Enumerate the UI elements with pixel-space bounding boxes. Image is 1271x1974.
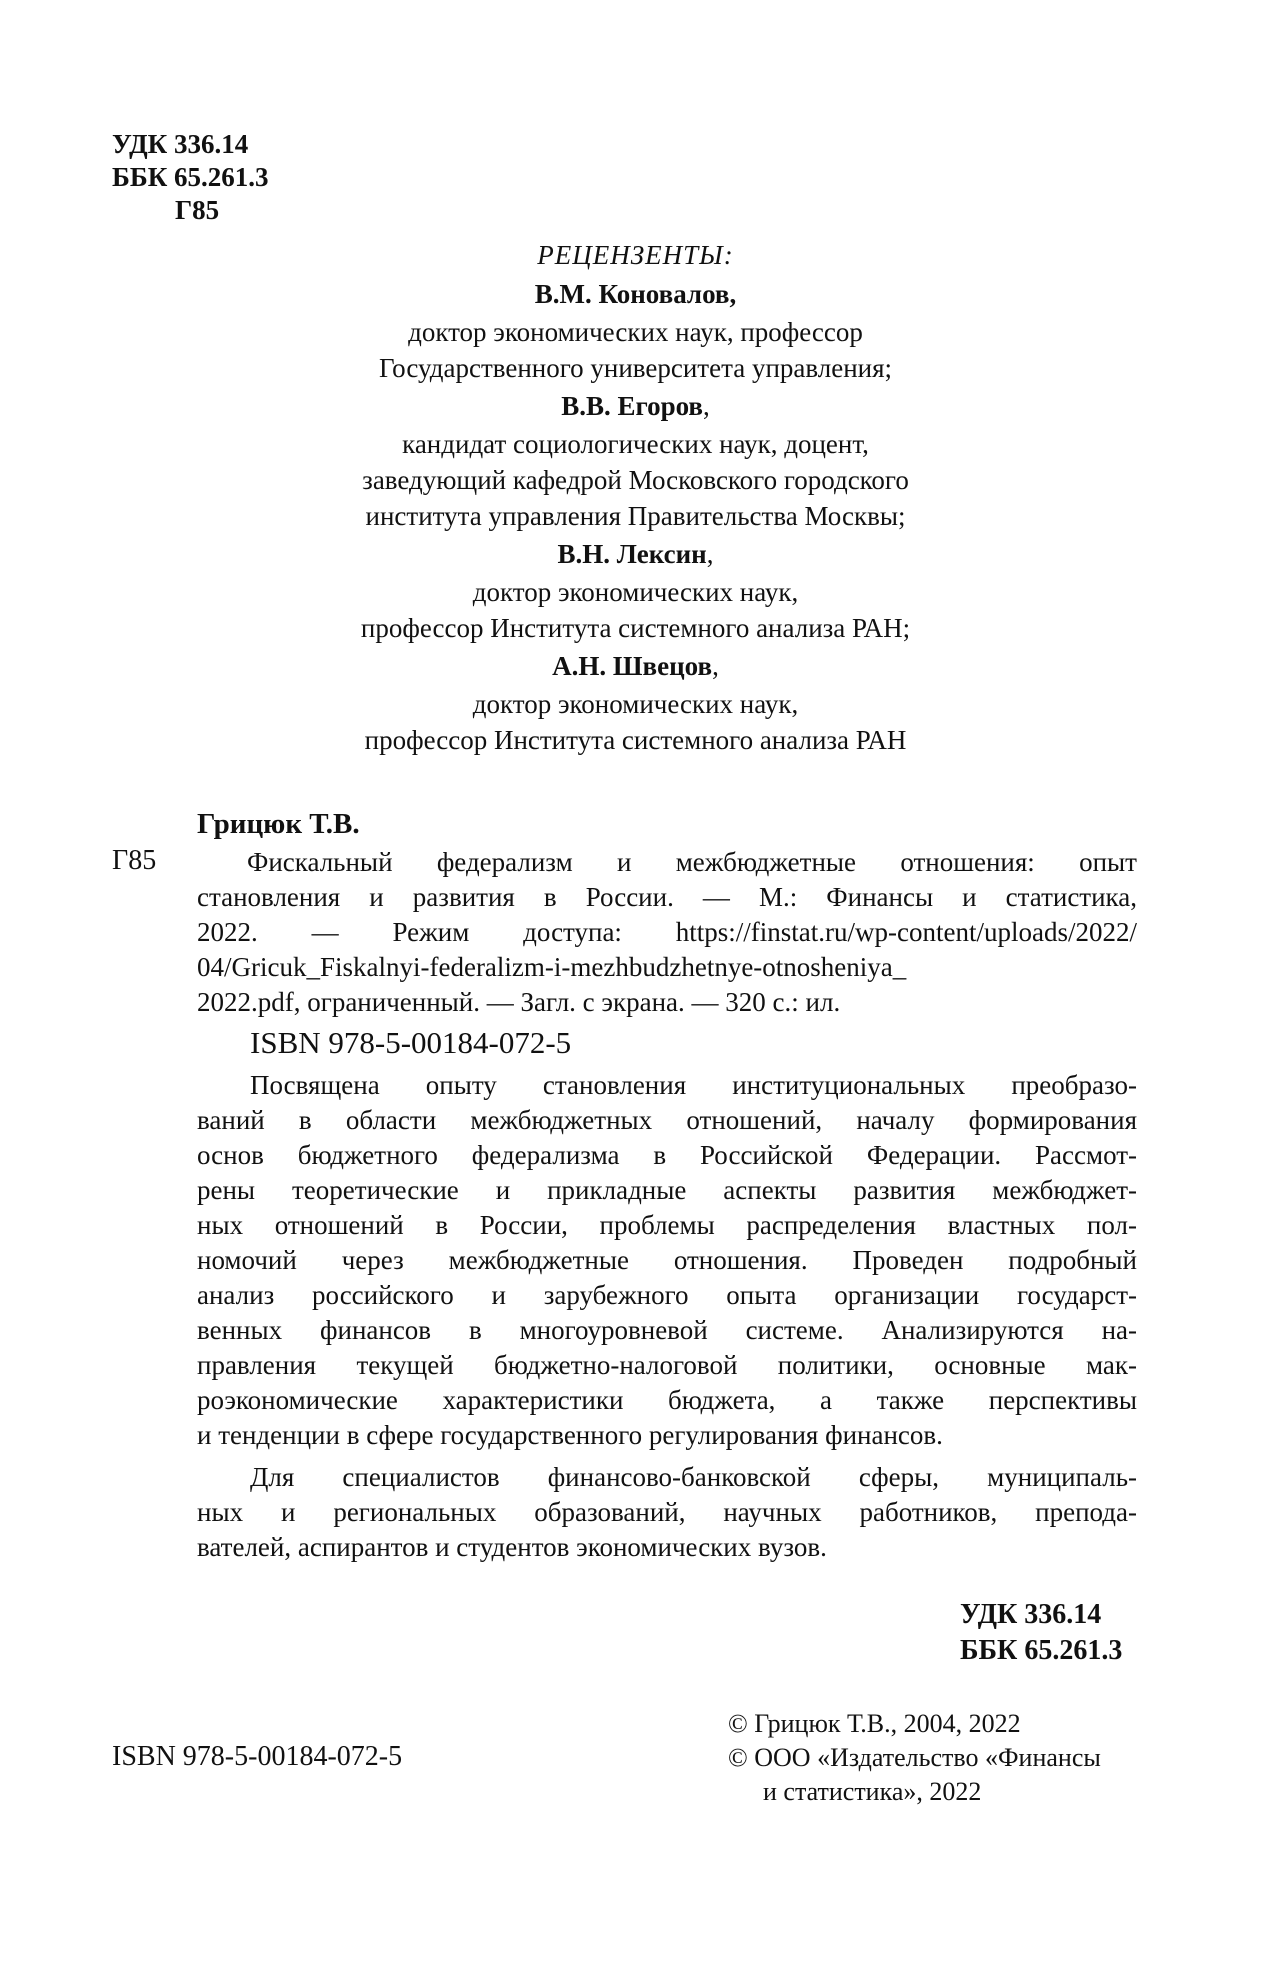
isbn-main: ISBN 978-5-00184-072-5 [250,1025,572,1060]
copyright-line: © ООО «Издательство «Финансы [728,1743,1101,1772]
annotation-line: ных отношений в России, проблемы распределения властных пол- [197,1210,1137,1240]
reviewer-3-line: доктор экономических наук, [472,577,799,607]
reviewer-2-heading [0,388,1271,424]
reviewer-4-comma: , [712,651,719,681]
annotation-line: и тенденции в сфере государственного регулирования финансов. [197,1420,943,1450]
reviewer-3-comma: , [706,539,714,569]
reviewer-3-name: В.Н. Лексин [557,539,707,569]
reviewer-4-heading [0,648,1271,684]
annotation-line: Посвящена опыту становления институциональных преобразо- [250,1070,1137,1100]
reviewer-2-comma: , [703,391,710,421]
author-heading: Грицюк Т.В. [197,808,360,840]
bib-line: Фискальный федерализм и межбюджетные отношения: опыт [247,847,1137,877]
annotation-line: роэкономические характеристики бюджета, а также перспективы [197,1385,1137,1415]
reviewer-2-line: института управления Правительства Москвы; [365,501,906,531]
copyright-line: © Грицюк Т.В., 2004, 2022 [728,1709,1021,1738]
audience [197,1460,1137,1565]
reviewer-4-line: доктор экономических наук, [472,689,799,719]
bib-line: 2022. — Режим доступа: https://finstat.ru/wp-content/uploads/2022/ [197,917,1137,947]
bib-line: становления и развития в России. — М.: Финансы и статистика, [197,882,1137,912]
reviewer-3-line: профессор Института системного анализа РАН; [360,613,911,643]
code-top: Г85 [175,195,220,225]
copyright-block [728,1707,1101,1809]
bib-line: 2022.pdf, ограниченный. — Загл. с экрана. — 320 с.: ил. [197,987,841,1017]
annotation [197,1068,1137,1453]
reviewer-1-line: Государственного университета управления; [378,353,893,383]
reviewer-2-line: заведующий кафедрой Московского городского [362,465,909,495]
reviewer-2-line: кандидат социологических наук, доцент, [402,429,869,459]
annotation-line: правления текущей бюджетно-налоговой политики, основные мак- [197,1350,1137,1380]
copyright-line: и статистика», 2022 [763,1777,982,1806]
reviewer-3-heading [0,536,1271,572]
reviewer-4-line: профессор Института системного анализа РАН [364,725,907,755]
reviewers-heading: РЕЦЕНЗЕНТЫ: [537,240,734,270]
annotation-line: ваний в области межбюджетных отношений, началу формирования [197,1105,1137,1135]
annotation-line: анализ российского и зарубежного опыта организации государст- [197,1280,1137,1310]
annotation-line: номочий через межбюджетные отношения. Проведен подробный [197,1245,1137,1275]
audience-line: Для специалистов финансово-банковской сферы, муниципаль- [250,1462,1137,1492]
side-code: Г85 [112,845,157,876]
audience-line: ных и региональных образований, научных работников, препода- [197,1497,1137,1527]
annotation-line: основ бюджетного федерализма в Российской Федерации. Рассмот- [197,1140,1137,1170]
reviewer-2-name: В.В. Егоров [561,391,704,421]
udk-bottom: УДК 336.14 [960,1599,1102,1630]
udk-top: УДК 336.14 [112,129,249,159]
bbk-bottom: ББК 65.261.3 [960,1635,1123,1666]
annotation-line: венных финансов в многоуровневой системе. Анализируются на- [197,1315,1137,1345]
bbk-top: ББК 65.261.3 [112,162,269,192]
annotation-line: рены теоретические и прикладные аспекты развития межбюджет- [197,1175,1137,1205]
reviewer-1-name: В.М. Коновалов, [534,279,737,309]
bib-line: 04/Gricuk_Fiskalnyi-federalizm-i-mezhbudzhetnye-otnosheniya_ [197,952,907,982]
reviewer-1-line: доктор экономических наук, профессор [408,317,863,347]
bibliographic-description [197,845,1137,1020]
audience-line: вателей, аспирантов и студентов экономических вузов. [197,1532,827,1562]
reviewer-4-name: А.Н. Швецов [552,651,713,681]
isbn-bottom: ISBN 978-5-00184-072-5 [112,1741,403,1772]
